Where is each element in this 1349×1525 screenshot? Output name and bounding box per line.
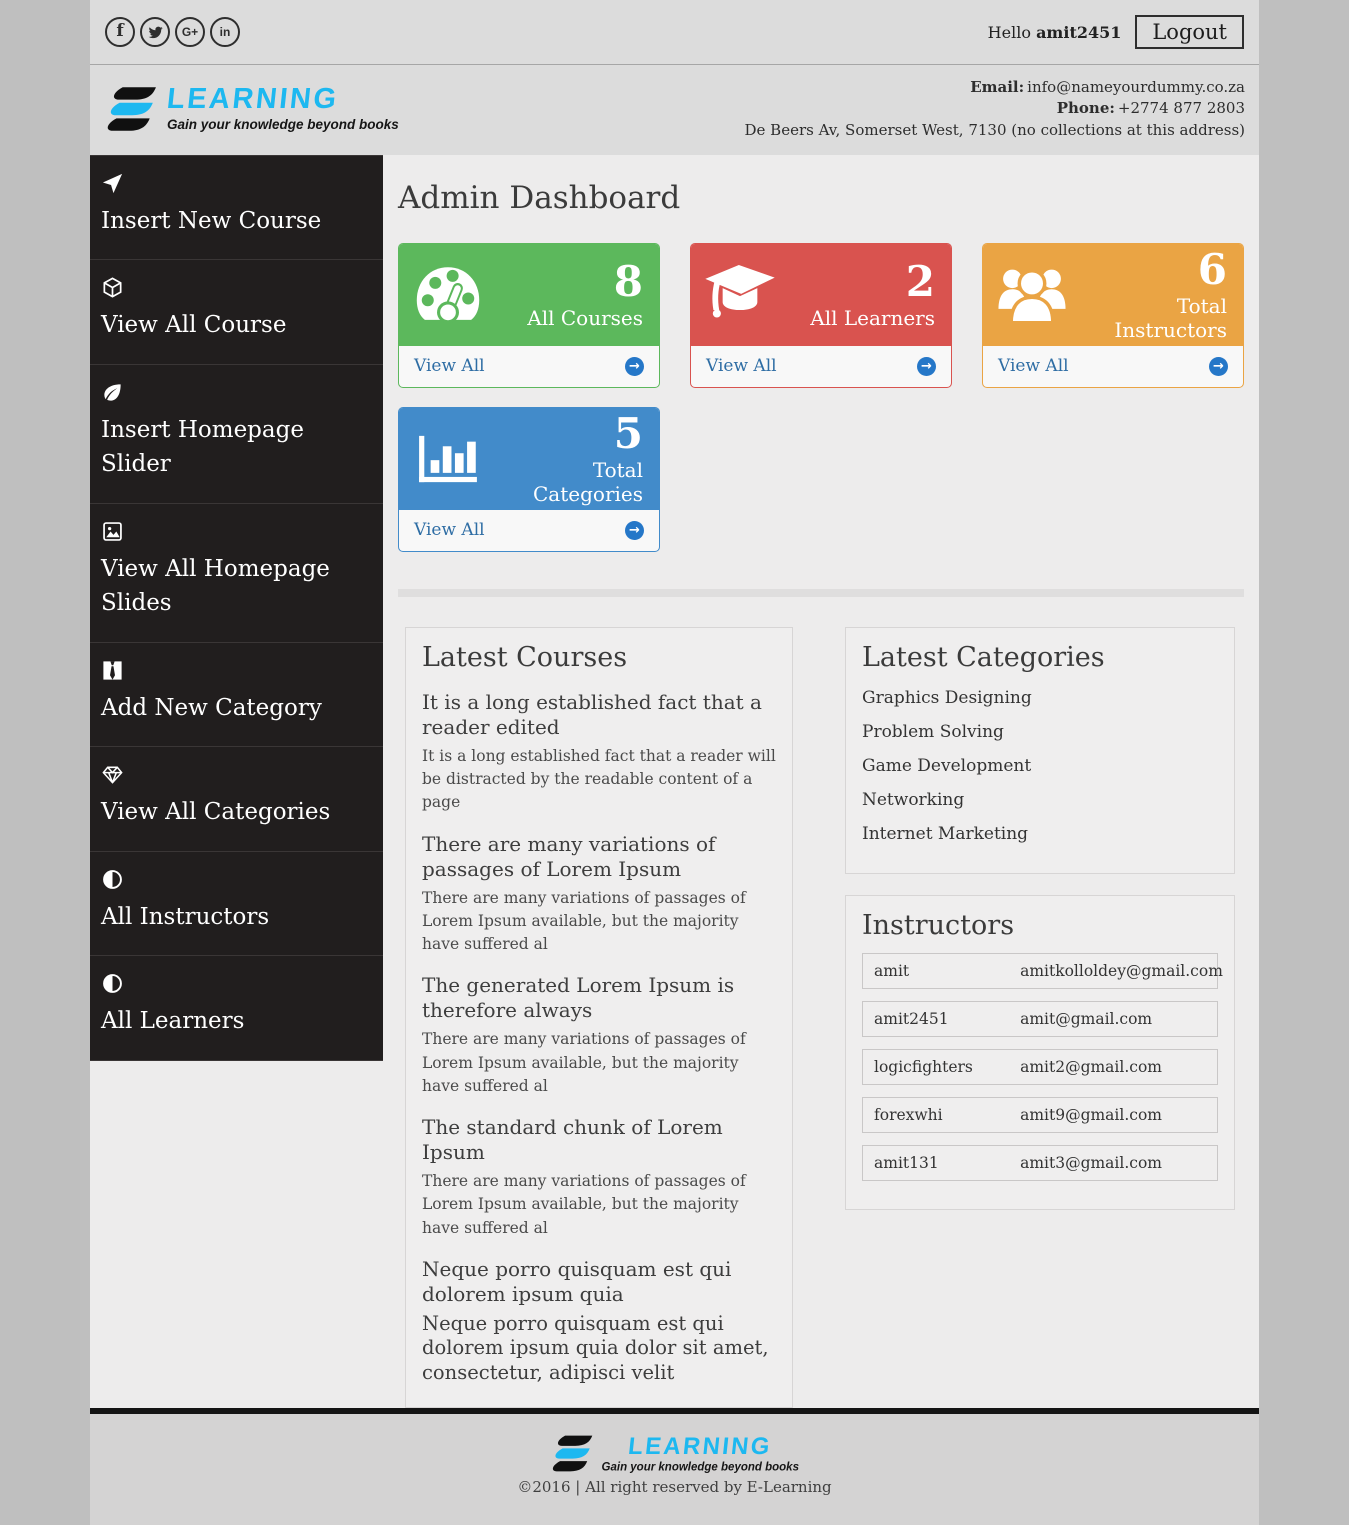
latest-categories-panel	[845, 627, 1235, 874]
sidebar-item-label: Add New Category	[101, 694, 322, 721]
contact-info	[745, 77, 1246, 141]
logo-text	[601, 1431, 799, 1474]
facebook-icon[interactable]	[105, 17, 135, 47]
contact-address: De Beers Av, Somerset West, 7130 (no collections at this address)	[744, 120, 1245, 139]
stat-card-stats	[485, 408, 643, 506]
social-links	[105, 17, 240, 47]
stat-card-total-instructors	[982, 243, 1244, 388]
view-all-link[interactable]: View All	[706, 356, 777, 377]
stat-card-top	[691, 244, 951, 346]
category-item: Networking	[862, 789, 965, 810]
category-item: Internet Marketing	[862, 823, 1029, 844]
course-description: There are many variations of passages of Lorem Ipsum available, but the majority have suffered al	[422, 1172, 746, 1237]
sidebar-item-view-all-homepage-slides[interactable]	[90, 503, 383, 642]
header	[90, 65, 1259, 155]
logo-text	[167, 85, 399, 132]
view-all-link[interactable]: View All	[414, 356, 485, 377]
logo-title: LEARNING	[165, 83, 341, 116]
email-label: Email:	[970, 78, 1025, 96]
arrow-right-icon[interactable]: →	[625, 521, 644, 540]
stat-card-footer	[399, 510, 659, 551]
category-item: Graphics Designing	[862, 687, 1032, 708]
lower-section	[398, 627, 1244, 1408]
category-item: Game Development	[862, 755, 1032, 776]
stat-card-total-categories	[398, 407, 660, 552]
sidebar-item-label: View All Homepage Slides	[101, 555, 330, 617]
view-all-link[interactable]: View All	[998, 356, 1069, 377]
contact-phone	[745, 98, 1246, 119]
sidebar-item-label: View All Course	[101, 312, 287, 339]
course-title: The generated Lorem Ipsum is therefore always	[422, 973, 735, 1023]
stat-cards	[398, 243, 1244, 552]
sidebar	[90, 155, 383, 1061]
instructor-row	[862, 1001, 1218, 1037]
stat-value: 2	[905, 256, 935, 306]
sidebar-item-label: Insert Homepage Slider	[101, 416, 304, 478]
latest-categories-title: Latest Categories	[862, 641, 1105, 673]
instructor-name: amit131	[874, 1153, 939, 1172]
stat-label: All Learners	[810, 305, 935, 330]
course-item	[422, 690, 776, 815]
footer	[90, 1414, 1259, 1525]
instructors-title: Instructors	[862, 909, 1015, 941]
sidebar-item-add-new-category[interactable]	[90, 642, 383, 747]
course-item	[422, 1115, 776, 1240]
instructor-row	[862, 953, 1223, 989]
greeting-prefix: Hello	[987, 22, 1031, 42]
contact-email	[745, 77, 1246, 98]
top-bar	[90, 0, 1259, 65]
bar-chart-icon	[411, 422, 485, 496]
logo-mark-icon	[104, 85, 158, 133]
stat-card-all-courses	[398, 243, 660, 388]
instructors-panel	[845, 895, 1235, 1210]
footer-logo	[137, 1431, 1212, 1474]
course-description: There are many variations of passages of Lorem Ipsum available, but the majority have suffered al	[422, 1030, 746, 1095]
sidebar-item-all-learners[interactable]	[90, 955, 383, 1061]
sidebar-item-all-instructors[interactable]	[90, 851, 383, 956]
arrow-right-icon[interactable]: →	[1209, 357, 1228, 376]
section-divider	[398, 589, 1244, 597]
stat-card-footer	[399, 346, 659, 387]
stat-card-top	[399, 408, 659, 510]
instructor-name: amit	[874, 961, 910, 980]
arrow-right-icon[interactable]: →	[917, 357, 936, 376]
graduation-cap-icon	[703, 258, 777, 332]
google-plus-icon[interactable]	[175, 17, 205, 47]
stat-card-footer	[691, 346, 951, 387]
stat-label: Total Instructors	[1114, 293, 1227, 342]
page-title: Admin Dashboard	[398, 179, 681, 216]
page	[90, 0, 1259, 1525]
copyright-text: ©2016 | All right reserved by E-Learning	[517, 1478, 832, 1497]
top-right	[988, 15, 1244, 49]
sidebar-item-insert-homepage-slider[interactable]	[90, 364, 383, 503]
diamond-icon	[101, 763, 371, 788]
location-arrow-icon	[101, 172, 371, 197]
stat-card-top	[983, 244, 1243, 346]
facebook-glyph: f	[116, 21, 124, 41]
leaf-icon	[101, 381, 371, 406]
arrow-right-icon[interactable]: →	[625, 357, 644, 376]
view-all-link[interactable]: View All	[414, 520, 485, 541]
latest-courses-panel	[405, 627, 793, 1408]
linkedin-glyph: in	[219, 25, 231, 39]
course-title: The standard chunk of Lorem Ipsum	[422, 1115, 723, 1165]
sidebar-item-label: All Instructors	[101, 903, 270, 930]
adjust-icon	[101, 972, 371, 997]
instructor-email: amit@gmail.com	[1020, 1009, 1153, 1028]
picture-icon	[101, 520, 371, 545]
course-description: It is a long established fact that a reader will be distracted by the readable content of a page	[422, 746, 776, 812]
stat-label: Total Categories	[533, 457, 643, 506]
sidebar-item-label: All Learners	[101, 1008, 245, 1035]
instructor-email: amit3@gmail.com	[1020, 1153, 1162, 1172]
instructor-row	[862, 1097, 1218, 1133]
category-item: Problem Solving	[862, 721, 1004, 742]
instructor-row	[862, 1049, 1218, 1085]
sidebar-item-label: View All Categories	[101, 799, 331, 826]
linkedin-icon[interactable]	[210, 17, 240, 47]
stat-card-all-learners	[690, 243, 952, 388]
instructor-email: amitkolloldey@gmail.com	[1020, 961, 1223, 980]
instructor-email: amit9@gmail.com	[1020, 1105, 1162, 1124]
users-icon	[995, 258, 1069, 332]
stat-card-stats	[527, 256, 643, 330]
logout-button[interactable]: Logout	[1135, 15, 1244, 49]
body	[90, 155, 1259, 1408]
adjust-icon	[101, 868, 371, 893]
instructor-name: logicfighters	[874, 1057, 973, 1076]
twitter-icon[interactable]	[140, 17, 170, 47]
cube-icon	[101, 276, 371, 301]
stat-label: All Courses	[527, 305, 643, 330]
stat-value: 5	[613, 408, 643, 458]
stat-card-stats	[810, 256, 935, 330]
tie-icon	[101, 659, 371, 684]
course-item	[422, 973, 776, 1098]
google-plus-glyph: G+	[181, 25, 199, 39]
right-column	[845, 627, 1235, 1408]
instructor-email: amit2@gmail.com	[1020, 1057, 1162, 1076]
latest-courses-title: Latest Courses	[422, 641, 628, 673]
sidebar-item-view-all-course[interactable]	[90, 259, 383, 364]
stat-value: 6	[1197, 244, 1227, 294]
stat-card-top	[399, 244, 659, 346]
username: amit2451	[1036, 22, 1122, 42]
stat-card-stats	[1069, 244, 1227, 342]
dashboard-icon	[411, 258, 485, 332]
stat-card-footer	[983, 346, 1243, 387]
phone-value: +2774 877 2803	[1117, 99, 1245, 118]
phone-label: Phone:	[1056, 99, 1115, 118]
sidebar-item-insert-new-course[interactable]	[90, 155, 383, 260]
sidebar-item-view-all-categories[interactable]	[90, 746, 383, 851]
instructor-name: forexwhi	[874, 1105, 943, 1124]
logo-tagline: Gain your knowledge beyond books	[601, 1460, 799, 1474]
course-title: There are many variations of passages of Lorem Ipsum	[422, 831, 716, 881]
instructor-row	[862, 1145, 1218, 1181]
course-item	[422, 832, 776, 957]
logo-title: LEARNING	[627, 1431, 774, 1460]
logo-tagline: Gain your knowledge beyond books	[167, 117, 399, 133]
instructor-name: amit2451	[874, 1009, 949, 1028]
course-description: Neque porro quisquam est qui dolorem ipsum quia dolor sit amet, consectetur, adipisci velit	[422, 1311, 769, 1384]
site-logo[interactable]	[104, 85, 399, 133]
email-value: info@nameyourdummy.co.za	[1027, 78, 1245, 96]
course-title: Neque porro quisquam est qui dolorem ipsum quia	[422, 1256, 732, 1306]
logo-mark-icon	[550, 1434, 594, 1474]
course-description: There are many variations of passages of Lorem Ipsum available, but the majority have suffered al	[422, 888, 746, 954]
main-content	[383, 155, 1259, 1408]
course-title: It is a long established fact that a reader edited	[422, 689, 762, 739]
sidebar-item-label: Insert New Course	[101, 207, 322, 234]
stat-value: 8	[613, 256, 643, 306]
greeting	[988, 23, 1122, 42]
